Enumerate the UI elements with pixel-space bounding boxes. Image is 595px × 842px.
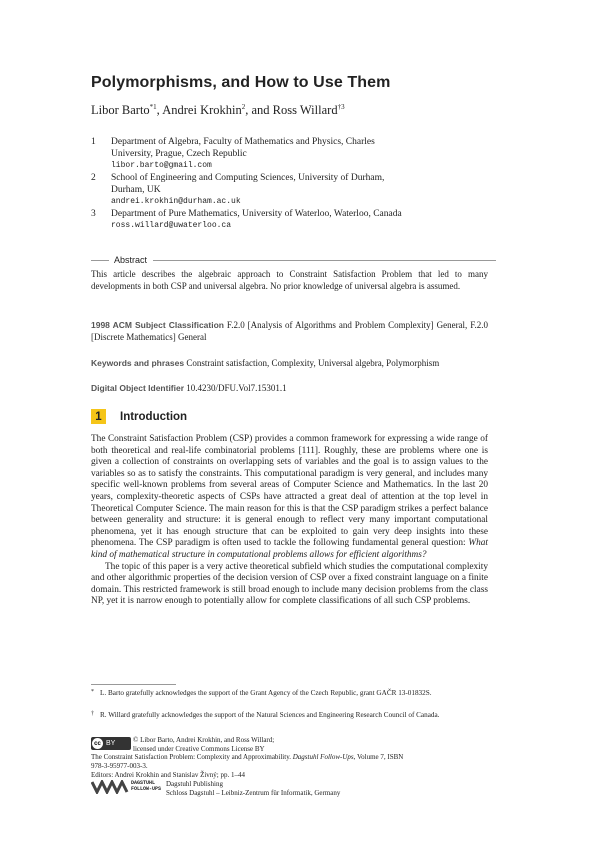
doi-value[interactable]: 10.4230/DFU.Vol7.15301.1 [186,383,287,393]
footnote [91,689,491,698]
logo-text-line: DAGSTUHL [131,780,156,786]
cc-icon: cc [92,738,103,749]
paragraph [91,434,488,562]
author-list [91,103,345,118]
affiliation-line: Department of Algebra, Faculty of Mathematics and Physics, Charles [111,137,375,147]
logo-text-line: FOLLOW-UPS [131,786,162,792]
keywords-label: Keywords and phrases [91,358,185,368]
publication-text: Volume 7, ISBN [357,753,404,761]
affiliation-line: Department of Pure Mathematics, University of Waterloo, Waterloo, Canada [111,209,402,219]
doi [91,383,488,395]
paragraph-text: The topic of this paper is a very active theoretical subfield which studies the computational complexity and other algorithmic properties of the decision version of CSP over a fixed constraint language on a finite domain. This restricted framework is still broad enough to include many decision problems from the class NP, yet it is narrow enough to potentially allow for complete classifications of all such CSP problems. [91,561,488,607]
affiliation-email[interactable]: ross.willard@uwaterloo.ca [111,221,232,230]
publisher-info [166,780,340,797]
affiliation-line: Durham, UK [111,185,161,195]
affiliation-number: 3 [91,209,96,219]
footnote-divider [91,684,176,685]
acm-label: 1998 ACM Subject Classification [91,320,224,330]
footnote-mark: † [91,711,94,717]
section-number-badge: 1 [91,409,106,424]
author-name: Libor Barto [91,103,150,118]
affiliation-1 [91,136,511,172]
footnote [91,711,491,720]
acm-classification [91,320,488,343]
divider [153,260,496,261]
footnote-text: R. Willard gratefully acknowledges the support of the Natural Sciences and Engineering Research Council of Canada. [100,711,440,719]
author-mark: †3 [337,103,345,111]
by-label: BY [106,740,116,747]
paper-title: Polymorphisms, and How to Use Them [91,74,391,91]
publication-line: 978-3-95977-003-3. [91,762,148,770]
author-separator: , and [245,103,273,118]
affiliation-line: School of Engineering and Computing Sciences, University of Durham, [111,173,385,183]
author-name: Ross Willard [272,103,338,118]
publication-line [91,753,501,762]
publisher-line: Dagstuhl Publishing [166,780,223,788]
emphasized-question: What kind of mathematical structure in computational problems allows for efficient algorithms? [91,538,489,560]
paragraph [91,562,488,608]
publication-text: The Constraint Satisfaction Problem: Complexity and Approximability. [91,753,291,761]
doi-label: Digital Object Identifier [91,383,185,393]
affiliation-3 [91,208,511,232]
publication-info [91,753,501,780]
abstract-heading [91,255,496,265]
affiliation-line: University, Prague, Czech Republic [111,149,247,159]
abstract-text: This article describes the algebraic approach to Constraint Satisfaction Problem that led to many developments in both CSP and universal algebra. No prior knowledge of universal algebra is assumed. [91,269,488,291]
affiliation-2 [91,172,511,208]
editors-line: Editors: Andrei Krokhin and Stanislav Živný; pp. 1–44 [91,771,245,779]
author-mark: *1 [149,103,157,111]
keywords [91,358,488,370]
affiliation-email[interactable]: andrei.krokhin@durham.ac.uk [111,197,241,206]
keywords-value: Constraint satisfaction, Complexity, Universal algebra, Polymorphism [186,358,440,368]
affiliation-email[interactable]: libor.barto@gmail.com [111,161,212,170]
license-info [133,736,274,753]
section-heading [91,409,187,424]
affiliation-number: 2 [91,173,96,183]
intro-body [91,434,488,608]
series-name: Dagstuhl Follow-Ups, [292,753,356,761]
affiliation-number: 1 [91,137,96,147]
divider [91,260,109,261]
license-line: © Libor Barto, Andrei Krokhin, and Ross Willard; [133,736,275,744]
abstract-heading-label: Abstract [114,255,148,265]
footnote-mark: * [91,689,94,695]
dagstuhl-logo-text [131,780,161,792]
author-name: Andrei Krokhin [162,103,242,118]
dagstuhl-logo-icon [91,780,131,794]
acm-value: F.2.0 [Analysis of Algorithms and Problem Complexity] General, F.2.0 [Discrete Mathematics] General [91,320,489,342]
license-line: licensed under Creative Commons License BY [133,744,265,753]
creative-commons-badge[interactable] [91,737,131,750]
footnote-text: L. Barto gratefully acknowledges the support of the Grant Agency of the Czech Republic, grant GAČR 13-01832S. [100,689,432,697]
author-mark: 2 [241,103,246,111]
paragraph-text: The Constraint Satisfaction Problem (CSP) provides a common framework for expressing a wide range of both theoretical and real-life combinatorial problems [111]. Roughly, these are problems where one is given a collection of constraints on overlapping sets of variables and the goal is to assign values to the variables so as to satisfy the constraints. This computational paradigm is very general, and includes many specific well-known problems from several areas of Computer Science and Mathematics. In the last 20 years, complexity-theoretic aspects of CSPs have attracted a great deal of attention at the top level in Theoretical Computer Science. The main reason for this is that the CSP paradigm strikes a perfect balance between generality and structure: it is general enough to reflect very many important computational phenomena, yet it has enough structure that can be exploited to gain very deep insights into these phenomena. The CSP paradigm is often used to tackle the following fundamental general question: [91,434,488,549]
author-separator: , [156,103,163,118]
section-title: Introduction [120,410,188,423]
publisher-line: Schloss Dagstuhl – Leibniz-Zentrum für Informatik, Germany [166,788,341,797]
